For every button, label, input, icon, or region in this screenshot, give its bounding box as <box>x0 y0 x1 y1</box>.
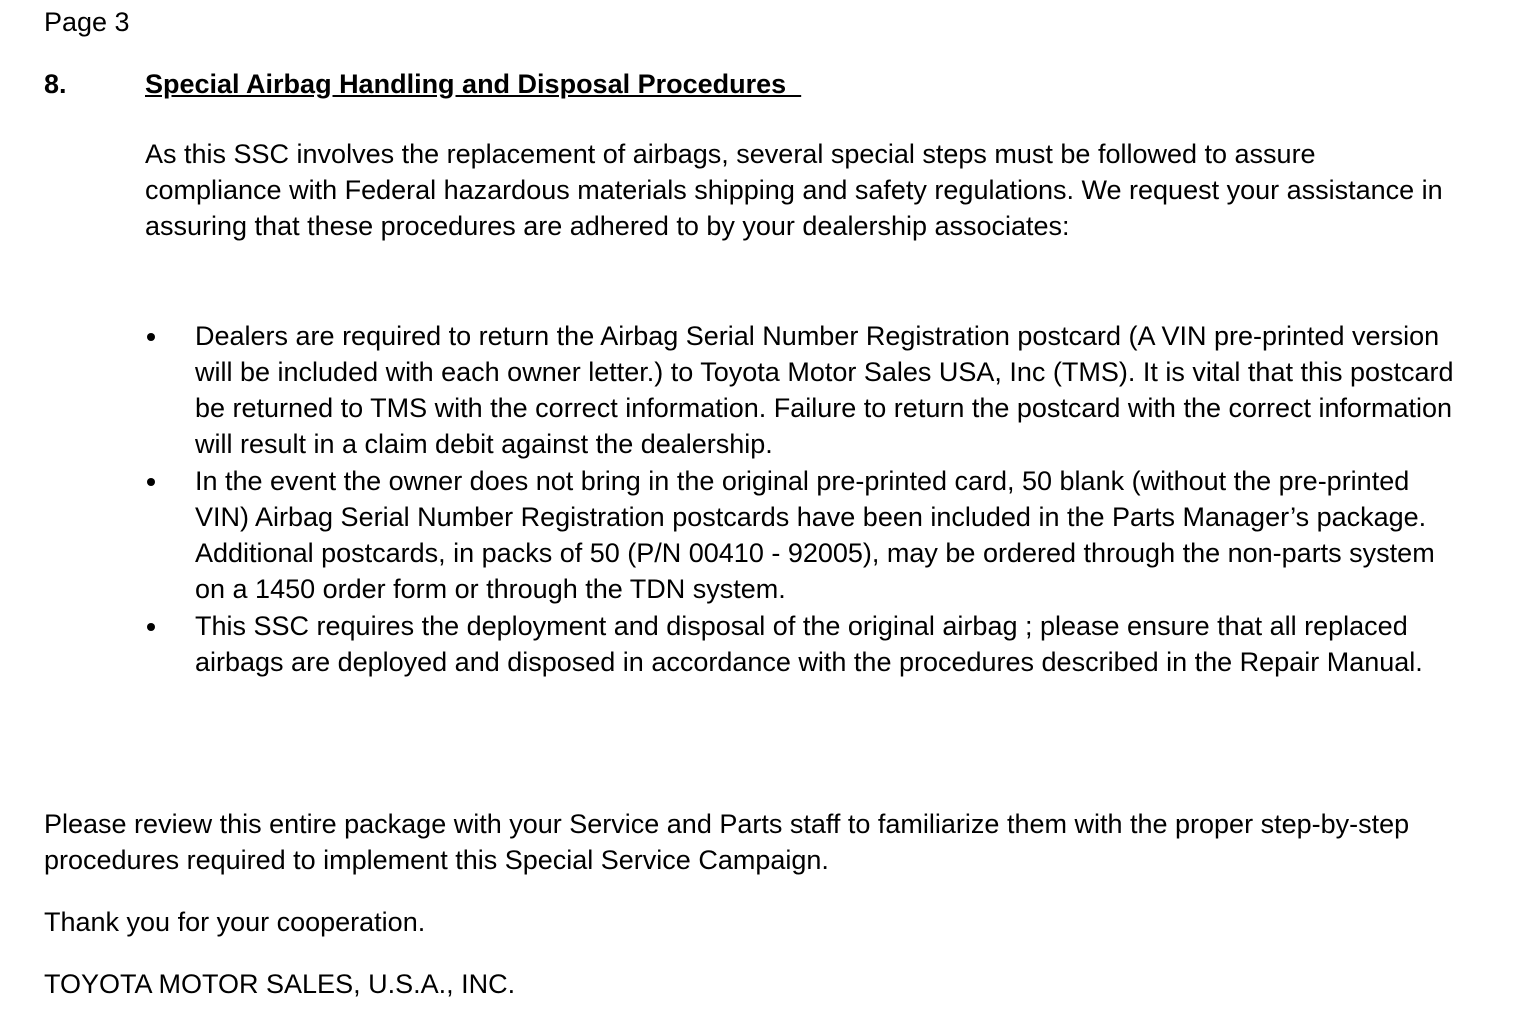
list-item <box>145 608 1465 680</box>
list-item-text: This SSC requires the deployment and disposal of the original airbag ; please ensure that all replaced airbags are deployed and disposed in accordance with the procedures described in the Repair Manual. <box>195 611 1423 677</box>
list-item <box>145 463 1465 607</box>
bullet-icon <box>147 623 155 631</box>
procedure-list <box>145 318 1465 681</box>
signature-company: TOYOTA MOTOR SALES, U.S.A., INC. <box>44 969 516 999</box>
section-heading: Special Airbag Handling and Disposal Procedures <box>145 69 802 99</box>
section-number: 8. <box>44 69 67 99</box>
page-number: Page 3 <box>44 7 130 37</box>
section-intro-paragraph: As this SSC involves the replacement of airbags, several special steps must be followed to assure compliance with Federal hazardous materials shipping and safety regulations. We request your assistance in assuring that these procedures are adhered to by your dealership associates: <box>145 139 1443 241</box>
list-item-text: In the event the owner does not bring in the original pre-printed card, 50 blank (without the pre-printed VIN) Airbag Serial Number Registration postcards have been included in the Parts Manager’s package. Additional postcards, in packs of 50 (P/N 00410 - 92005), may be ordered through the non-parts system on a 1450 order form or through the TDN system. <box>195 466 1435 604</box>
list-item-text: Dealers are required to return the Airbag Serial Number Registration postcard (A VIN pre-printed version will be included with each owner letter.) to Toyota Motor Sales USA, Inc (TMS). It is vital that this postcard be returned to TMS with the correct information. Failure to return the postcard with the correct information will result in a claim debit against the dealership. <box>195 321 1454 459</box>
bullet-icon <box>147 478 155 486</box>
closing-paragraph: Please review this entire package with your Service and Parts staff to familiarize them with the proper step-by-step procedures required to implement this Special Service Campaign. <box>44 809 1410 875</box>
bullet-icon <box>147 333 155 341</box>
thank-you-line: Thank you for your cooperation. <box>44 907 426 937</box>
list-item <box>145 318 1465 462</box>
